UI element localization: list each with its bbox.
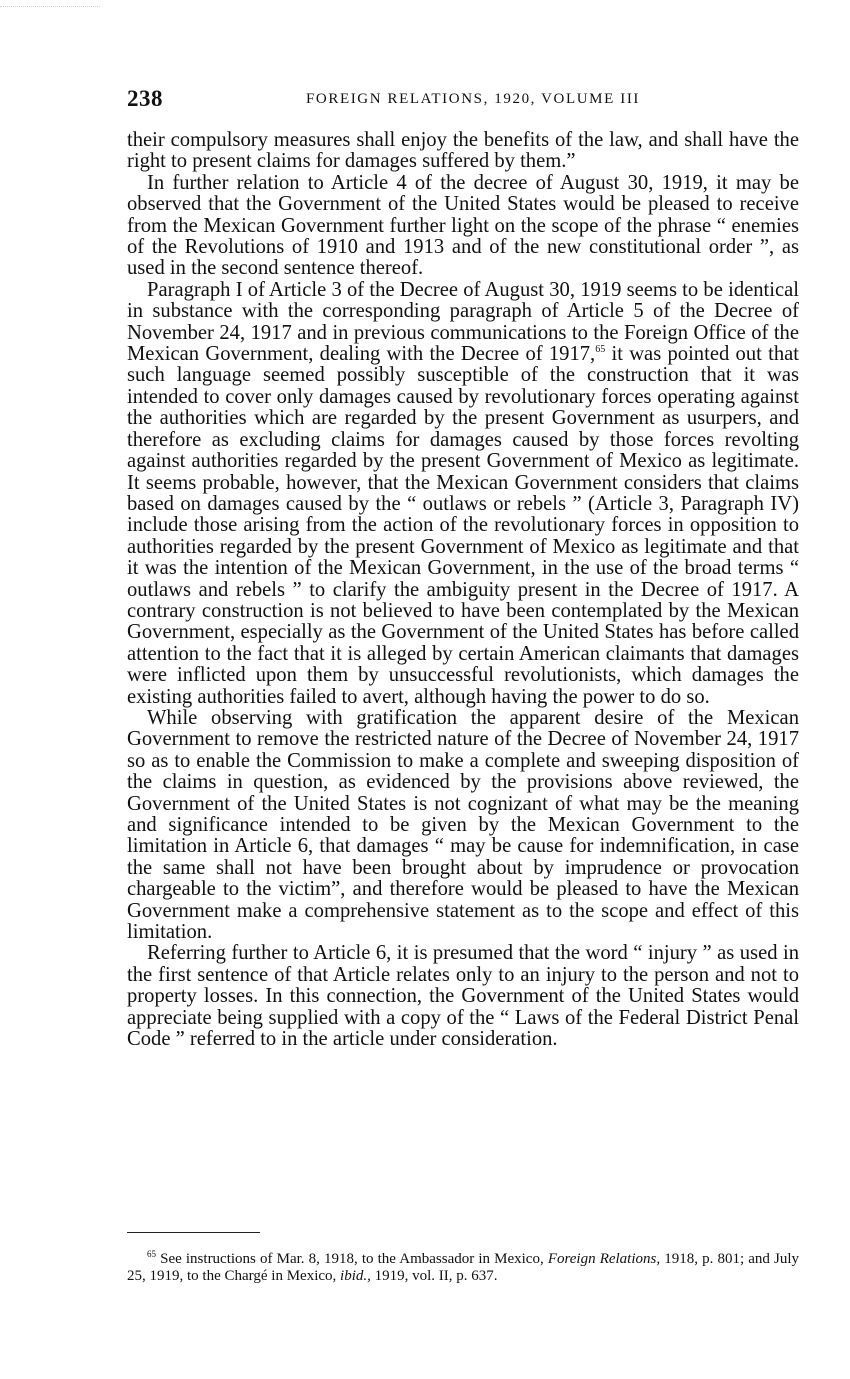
footnote-text: 1919, vol. — [370, 1267, 439, 1284]
body-text — [127, 130, 799, 1050]
paragraph-article-4: In further relation to Article 4 of the decree of August 30, 1919, it may be observed that the Government of the United States would be pleased to receive from the Mexican Government further light on the scope of the phrase “ enemies of the Revolutions of 1910 and 1913 and of the new constitutional order ”, as used in the second sentence thereof. — [127, 171, 799, 280]
footnote-volume: II — [438, 1267, 449, 1284]
paragraph-text: it was pointed out that such language seemed possibly susceptible of the construction that it was intended to cover only damages caused by revolutionary forces operating against the authorities which are regarded by the present Government as usurpers, and therefore as excluding claims for damages caused by those forces revolting against authorities regarded by the present Government of Mexico as legitimate. It seems probable, however, that the Mexican Government considers that claims based on damages caused by the “ outlaws or rebels ” (Article 3, Paragraph IV) include those arising from the action of the revolutionary forces in opposition to authorities regarded by the present Government of Mexico as legitimate and that it was the intention of the Mexican Government, in the use of the broad terms “ outlaws and rebels ” to clarify the ambiguity present in the Decree of 1917. A contrary construction is not believed to have been contemplated by the Mexican Government, especially as the Government of the United States has before called attention to the fact that it is alleged by certain American claimants that damages were inflicted upon them by unsuccessful revolutionists, which damages the existing authorities failed to avert, although having the power to do so. — [127, 343, 799, 708]
footnote-italic-ibid: ibid., — [340, 1267, 371, 1284]
scan-edge-mark — [0, 6, 100, 7]
footnote — [127, 1246, 799, 1284]
footnote-text: See instructions of Mar. 8, 1918, to the Ambassador in Mexico, — [160, 1251, 548, 1267]
footnote-marker: 65 — [147, 1249, 156, 1259]
footnote-divider — [127, 1232, 260, 1233]
page-number: 238 — [127, 86, 163, 111]
paragraph-text: Paragraph I of Article 3 of the Decree of August 30, 1919 seems to be identical in substance with the corresponding paragraph of Article 5 of the Decree of November 24, 1917 and in previous communications to the Foreign Office of the Mexican Government, dealing with the Decree of 1917, — [127, 278, 799, 366]
footnote-reference: 65 — [595, 344, 606, 356]
footnote-text: 1918, p. 801; and July 25, 1919, to the Chargé in Mexico, — [127, 1251, 799, 1284]
running-head: FOREIGN RELATIONS, 1920, VOLUME III — [305, 91, 641, 107]
paragraph-article-6-injury: Referring further to Article 6, it is presumed that the word “ injury ” as used in the first sentence of that Article relates only to an injury to the person and not to property losses. In this connection, the Government of the United States would appreciate being supplied with a copy of the “ Laws of the Federal District Penal Code ” referred to in the article under consideration. — [127, 942, 799, 1051]
paragraph-continued: their compulsory measures shall enjoy the benefits of the law, and shall have the right to present claims for damages suffered by them.” — [127, 129, 799, 173]
paragraph-article-6-limitation: While observing with gratification the apparent desire of the Mexican Government to remove the restricted nature of the Decree of November 24, 1917 so as to enable the Commission to make a complete and sweeping disposition of the claims in question, as evidenced by the provisions above reviewed, the Government of the United States is not cognizant of what may be the meaning and significance intended to be given by the Mexican Government to the limitation in Article 6, that damages “ may be cause for indemnification, in case the same shall not have been brought about by imprudence or provocation chargeable to the victim”, and therefore would be pleased to have the Mexican Government make a comprehensive statement as to the scope and effect of this limitation. — [127, 706, 799, 944]
page-header — [127, 86, 799, 116]
footnote-text: , p. 637. — [448, 1267, 498, 1284]
paragraph-article-3 — [127, 280, 799, 708]
footnote-italic-title: Foreign Relations, — [547, 1251, 661, 1267]
